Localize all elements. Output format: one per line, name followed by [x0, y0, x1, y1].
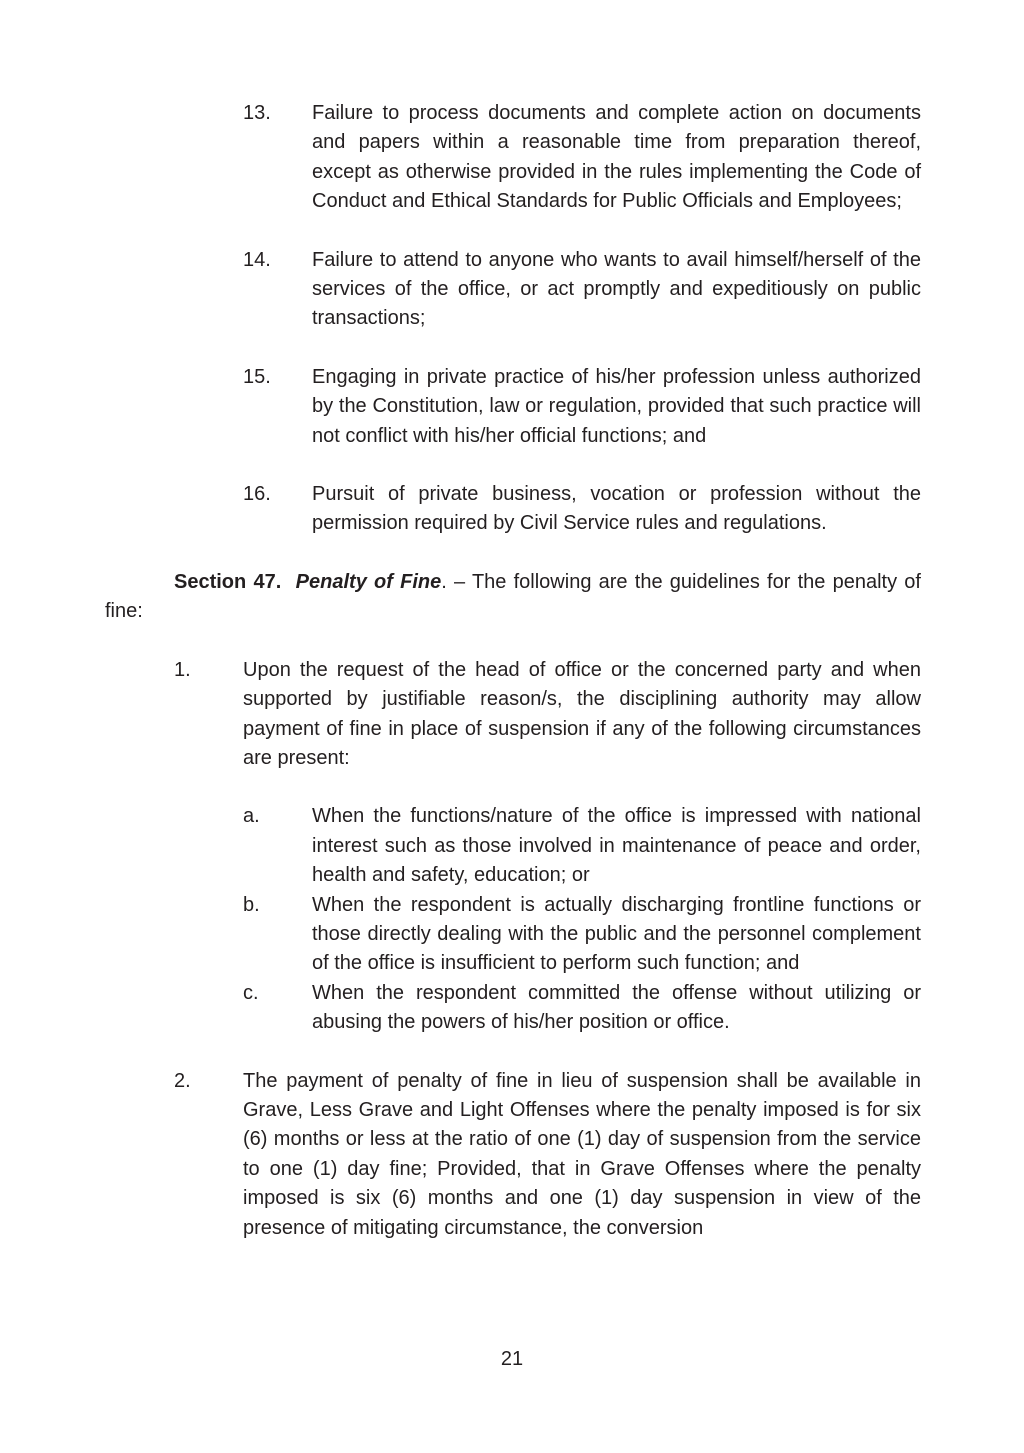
item-number: 16. — [243, 483, 271, 506]
subitem-letter: c. — [243, 981, 259, 1004]
guideline-item-1 — [174, 656, 921, 774]
subitem-c — [243, 979, 921, 1038]
subitem-letter: b. — [243, 893, 260, 916]
page-content — [105, 99, 921, 1243]
subitem-text: When the respondent committed the offense without utilizing or abusing the powers of his/her position or office. — [312, 981, 921, 1034]
section-47-paragraph — [105, 568, 921, 627]
list-item-16 — [243, 480, 921, 539]
guideline-item-2 — [174, 1067, 921, 1243]
item-number: 14. — [243, 248, 271, 271]
subitem-text: When the respondent is actually discharging frontline functions or those directly dealing with the public and the personnel complement of the office is insufficient to perform such function; and — [312, 893, 921, 975]
item-text: Engaging in private practice of his/her profession unless authorized by the Constitution, law or regulation, provided that such practice will not conflict with his/her official functions; and — [312, 365, 921, 447]
subitem-b — [243, 891, 921, 979]
item-text: Failure to process documents and complete action on documents and papers within a reasonable time from preparation thereof, except as otherwise provided in the rules implementing the Code of Conduct and Ethical Standards for Public Officials and Employees; — [312, 102, 921, 213]
subitem-a — [243, 802, 921, 890]
item-number: 1. — [174, 658, 191, 681]
item-number: 15. — [243, 365, 271, 388]
item-text: The payment of penalty of fine in lieu of suspension shall be available in Grave, Less Grave and Light Offenses where the penalty imposed is for six (6) months or less at the ratio of one (1) day of suspension from the service to one (1) day fine; Provided, that in Grave Offenses where the penalty imposed is six (6) months and one (1) day suspension in view of the presence of mitigating circumstance, the conversion — [243, 1069, 921, 1239]
subitem-text: When the functions/nature of the office is impressed with national interest such as those involved in maintenance of peace and order, health and safety, education; or — [312, 805, 921, 887]
item-text: Pursuit of private business, vocation or profession without the permission required by Civil Service rules and regulations. — [312, 483, 921, 535]
subitem-letter: a. — [243, 805, 260, 828]
item-number: 13. — [243, 102, 271, 124]
list-item-15 — [243, 363, 921, 451]
item-number: 2. — [174, 1069, 191, 1092]
page-number: 21 — [500, 1348, 524, 1370]
list-item-14 — [243, 246, 921, 334]
item-text: Failure to attend to anyone who wants to avail himself/herself of the services of the office, or act promptly and expeditiously on public transactions; — [312, 248, 921, 330]
section-title: Penalty of Fine — [295, 570, 442, 593]
item-text: Upon the request of the head of office or the concerned party and when supported by justifiable reason/s, the disciplining authority may allow payment of fine in place of suspension if any of the following circumstances are present: — [243, 658, 921, 769]
section-label: Section 47. — [174, 570, 282, 593]
list-item-13 — [243, 99, 921, 217]
section-text: . – The following are the guidelines for the penalty of fine: — [105, 570, 921, 623]
